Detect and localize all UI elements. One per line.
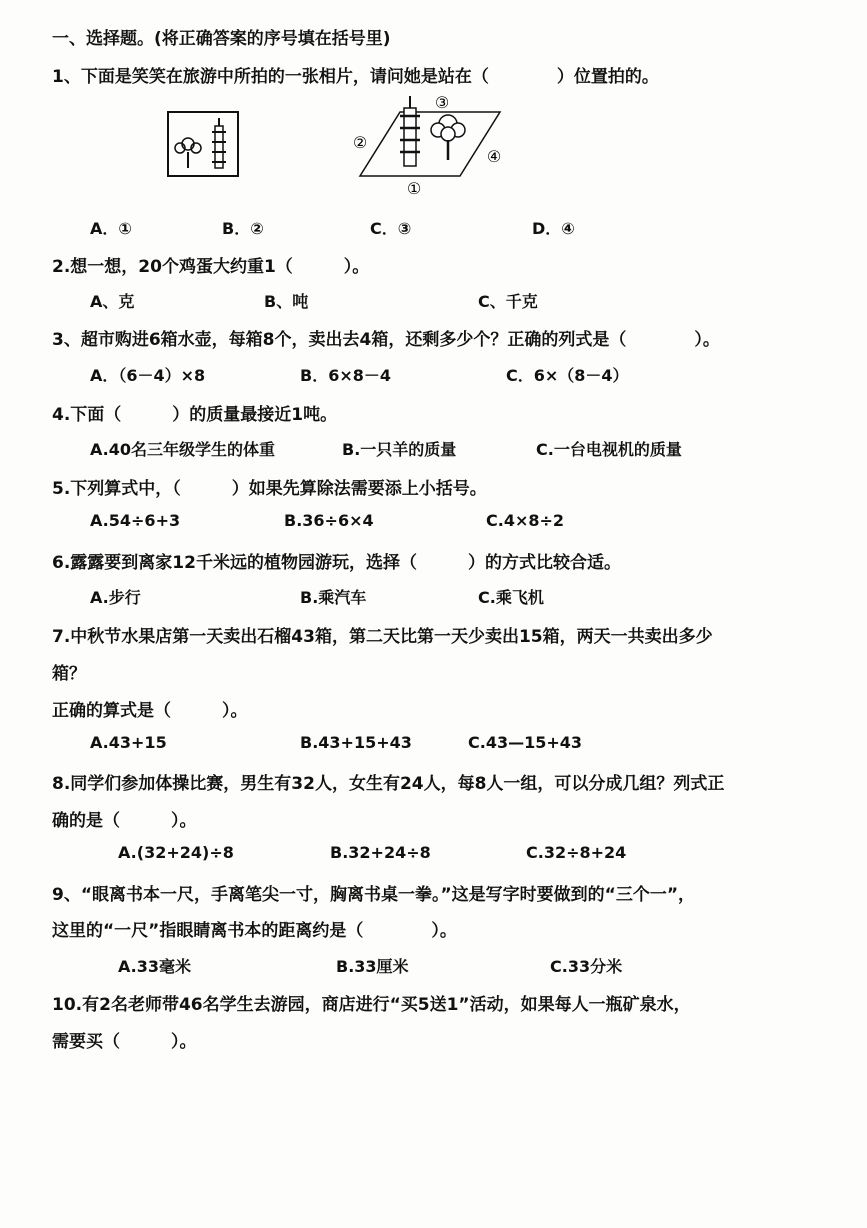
question-1-option-c[interactable]: C．③ [370, 219, 412, 238]
question-8-stem: 8.同学们参加体操比赛，男生有32人，女生有24人，每8人一组，可以分成几组？列式正 [52, 774, 725, 794]
question-5-stem: 5.下列算式中，（ ）如果先算除法需要添上小括号。 [52, 479, 487, 499]
question-4-option-b[interactable]: B.一只羊的质量 [342, 440, 457, 459]
scene-diagram [353, 94, 501, 198]
question-1-option-d[interactable]: D．④ [532, 219, 575, 238]
question-1-stem: 1、下面是笑笑在旅游中所拍的一张相片，请问她是站在（ ）位置拍的。 [52, 67, 659, 87]
question-7-prompt: 正确的算式是（ ）。 [52, 701, 248, 721]
question-6-option-b[interactable]: B.乘汽车 [300, 588, 367, 607]
question-3-option-a[interactable]: A．（6－4）×8 [90, 366, 206, 385]
question-2-stem: 2.想一想，20个鸡蛋大约重1（ ）。 [52, 257, 370, 277]
question-7-option-c[interactable]: C.43—15+43 [468, 733, 583, 752]
question-7-stem: 7.中秋节水果店第一天卖出石榴43箱，第二天比第一天少卖出15箱，两天一共卖出多少 [52, 627, 713, 647]
figure-label-2: ② [352, 133, 368, 152]
question-5-option-a[interactable]: A.54÷6+3 [90, 511, 181, 530]
question-9-stem-cont: 这里的“一尺”指眼睛离书本的距离约是（ ）。 [52, 921, 457, 941]
question-9-stem: 9、“眼离书本一尺，手离笔尖一寸，胸离书桌一拳。”这是写字时要做到的“三个一”， [52, 885, 696, 905]
question-6-option-a[interactable]: A.步行 [90, 588, 141, 607]
figure-label-3: ③ [434, 94, 450, 112]
figure-label-4: ④ [486, 147, 502, 166]
photo-frame [168, 112, 238, 176]
question-9-option-b[interactable]: B.33厘米 [336, 957, 409, 976]
section-title: 一、选择题。(将正确答案的序号填在括号里) [52, 29, 391, 49]
question-7-option-b[interactable]: B.43+15+43 [300, 733, 412, 752]
question-1-option-b[interactable]: B．② [222, 219, 264, 238]
question-9-option-c[interactable]: C.33分米 [550, 957, 623, 976]
question-7-option-a[interactable]: A.43+15 [90, 733, 167, 752]
question-6-stem: 6.露露要到离家12千米远的植物园游玩，选择（ ）的方式比较合适。 [52, 553, 621, 573]
question-8-option-c[interactable]: C.32÷8+24 [526, 843, 627, 862]
question-1-option-a[interactable]: A．① [90, 219, 132, 238]
question-2-option-a[interactable]: A、克 [90, 292, 135, 311]
question-9-option-a[interactable]: A.33毫米 [118, 957, 192, 976]
question-10-stem: 10.有2名老师带46名学生去游园，商店进行“买5送1”活动，如果每人一瓶矿泉水， [52, 995, 691, 1015]
question-8-option-a[interactable]: A.(32+24)÷8 [118, 843, 234, 862]
question-4-option-a[interactable]: A.40名三年级学生的体重 [90, 440, 276, 459]
figure-label-1: ① [406, 179, 422, 198]
question-5-option-b[interactable]: B.36÷6×4 [284, 511, 374, 530]
question-2-option-c[interactable]: C、千克 [478, 292, 538, 311]
question-8-stem-cont: 确的是（ ）。 [52, 811, 197, 831]
question-7-stem-cont: 箱？ [52, 664, 86, 684]
question-3-stem: 3、超市购进6箱水壶，每箱8个，卖出去4箱，还剩多少个？正确的列式是（ ）。 [52, 330, 720, 350]
question-10-stem-cont: 需要买（ ）。 [52, 1032, 197, 1052]
question-8-option-b[interactable]: B.32+24÷8 [330, 843, 431, 862]
question-3-option-b[interactable]: B．6×8－4 [300, 366, 392, 385]
question-5-option-c[interactable]: C.4×8÷2 [486, 511, 565, 530]
question-4-option-c[interactable]: C.一台电视机的质量 [536, 440, 682, 459]
question-4-stem: 4.下面（ ）的质量最接近1吨。 [52, 405, 338, 425]
question-2-option-b[interactable]: B、吨 [264, 292, 309, 311]
question-1-figure [160, 94, 560, 204]
question-6-option-c[interactable]: C.乘飞机 [478, 588, 544, 607]
question-3-option-c[interactable]: C．6×（8－4） [506, 366, 629, 385]
